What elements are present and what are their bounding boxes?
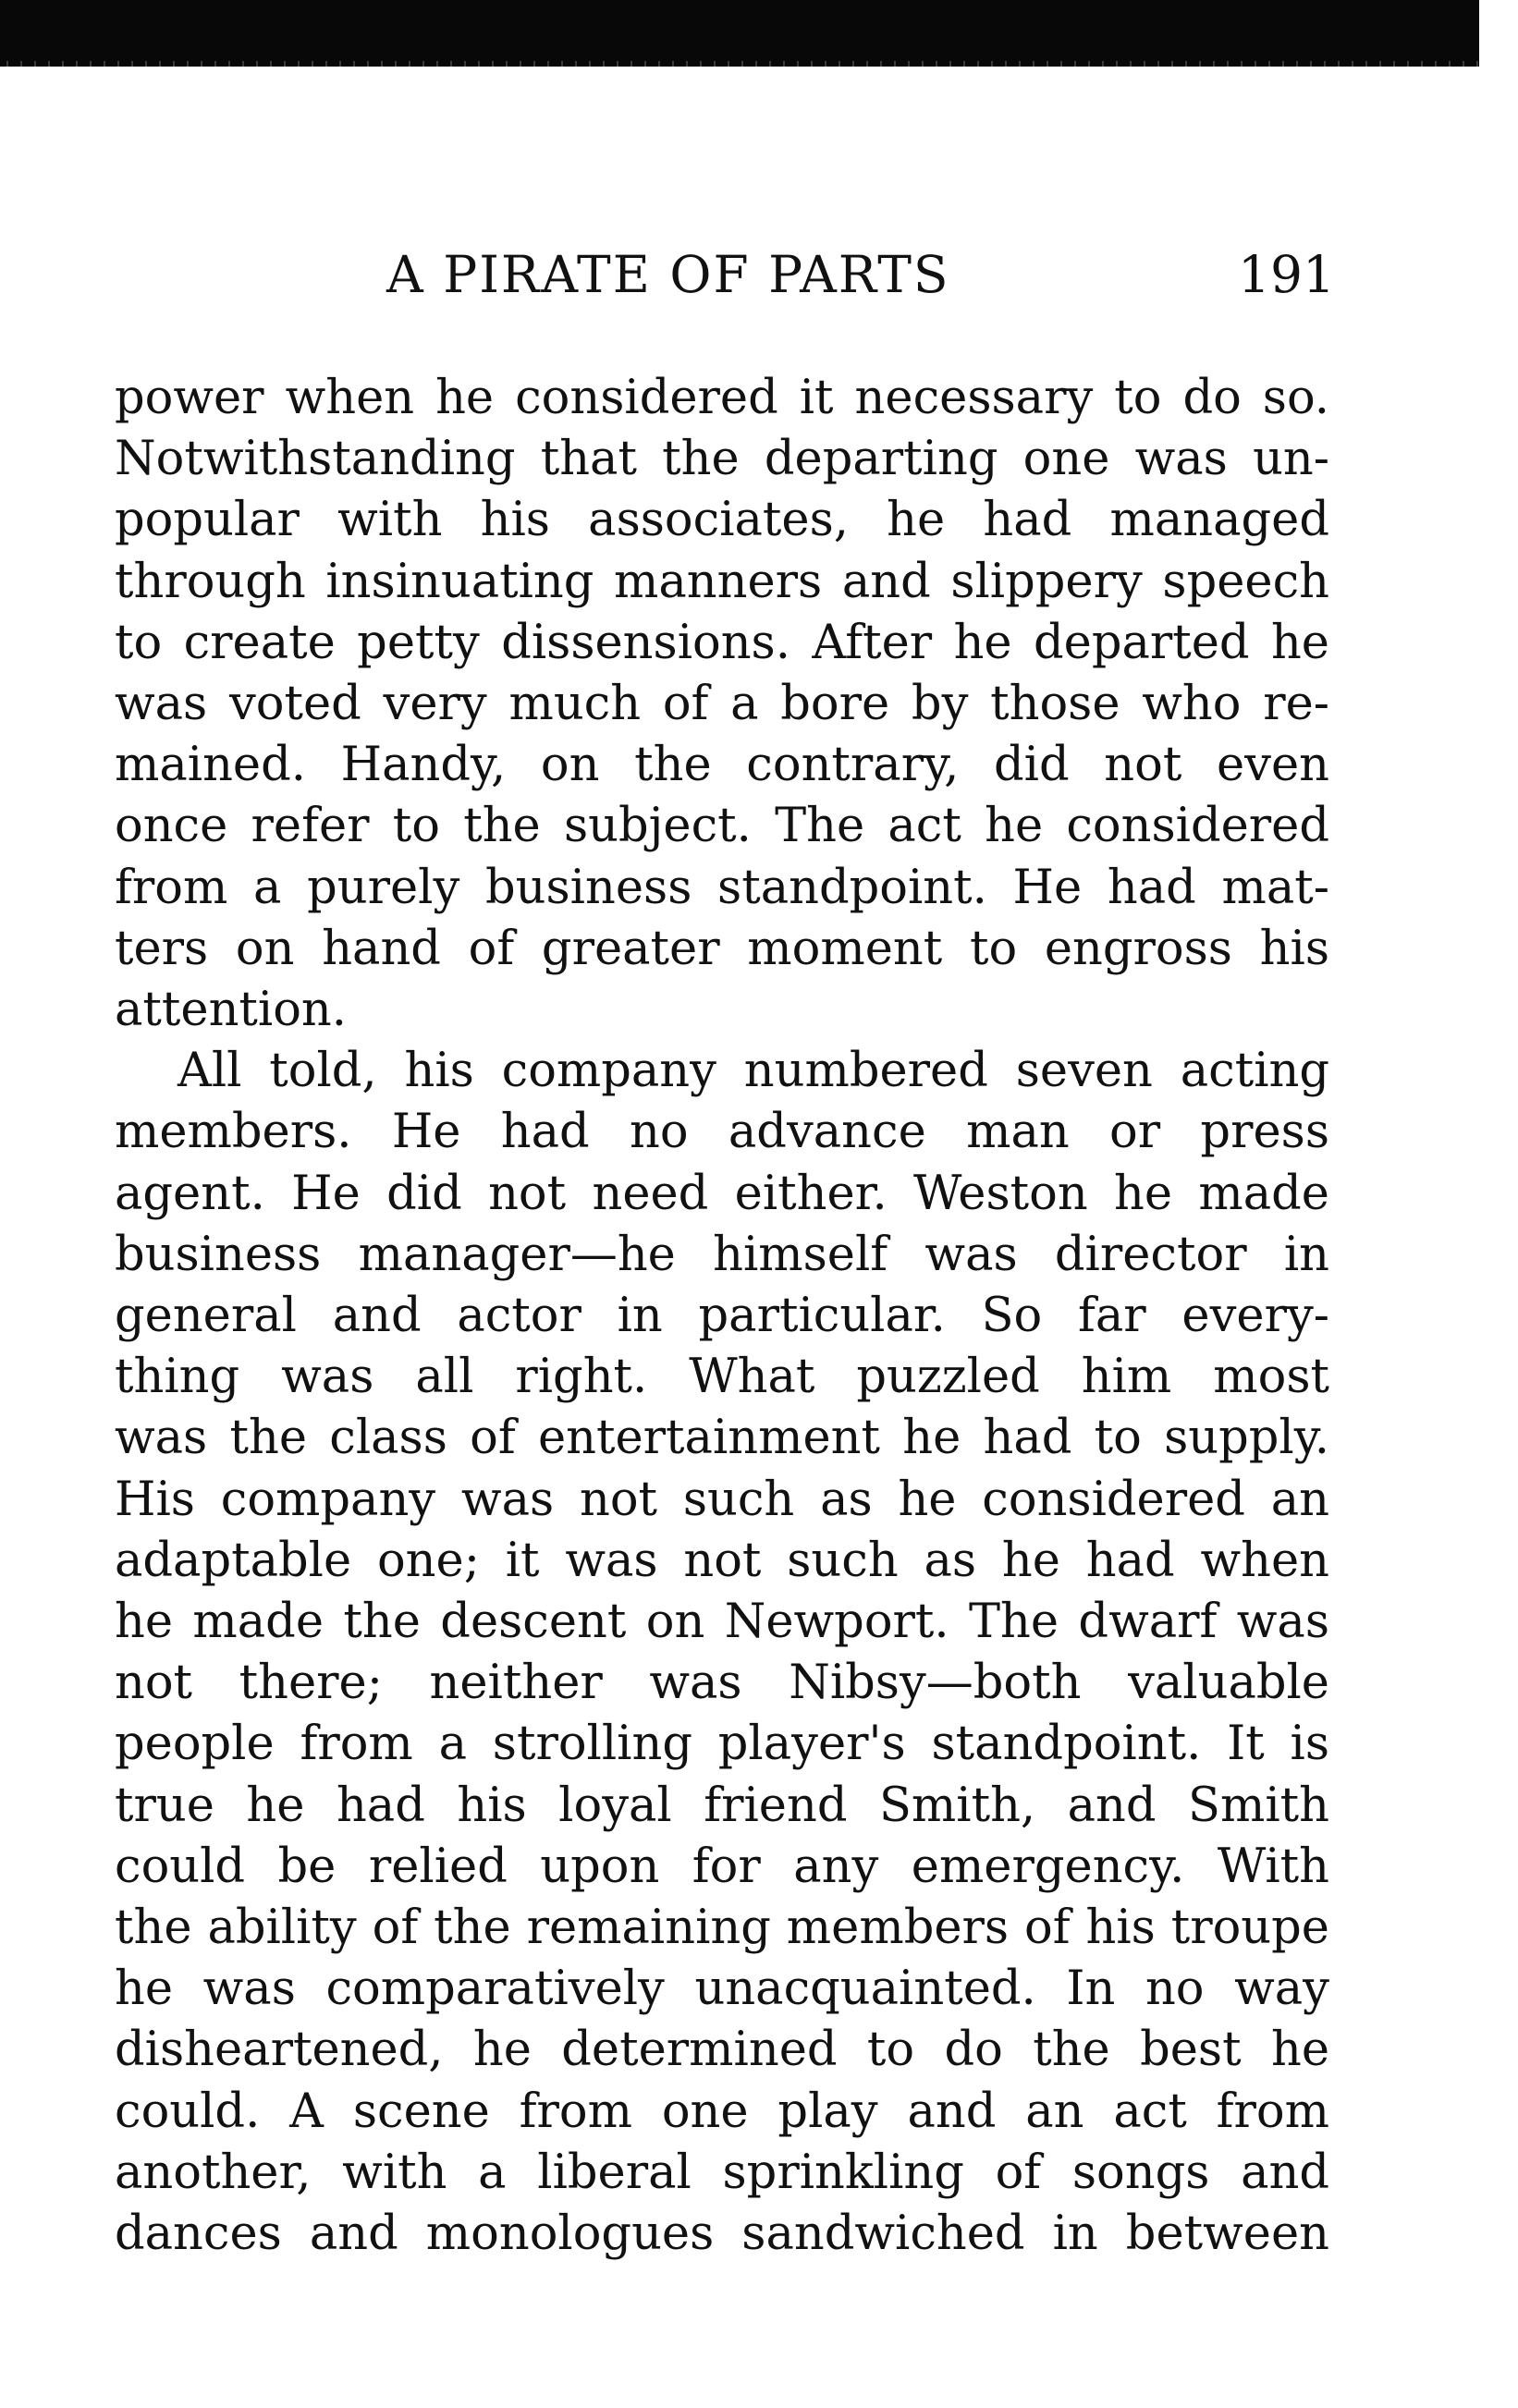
- text-line: power when he considered it necessary to do so.: [115, 371, 1329, 425]
- text-line: attention.: [115, 983, 347, 1038]
- text-line: agent. He did not need either. Weston he made: [115, 1166, 1329, 1221]
- text-line: thing was all right. What puzzled him most: [115, 1350, 1329, 1405]
- text-line: members. He had no advance man or press: [115, 1105, 1329, 1160]
- text-line: All told, his company numbered seven acting: [178, 1044, 1329, 1099]
- text-line: ters on hand of greater moment to engross his: [115, 921, 1329, 976]
- text-line: disheartened, he determined to do the best he: [115, 2023, 1329, 2078]
- text-line: another, with a liberal sprinkling of songs and: [115, 2145, 1329, 2200]
- text-line: to create petty dissensions. After he departed he: [115, 615, 1329, 670]
- text-line: not there; neither was Nibsy—both valuable: [115, 1656, 1329, 1711]
- text-line: from a purely business standpoint. He had mat-: [115, 860, 1329, 915]
- running-head-title: A PIRATE OF PARTS: [386, 245, 950, 304]
- text-line: general and actor in particular. So far every-: [115, 1289, 1329, 1344]
- text-line: he made the descent on Newport. The dwarf was: [115, 1595, 1329, 1650]
- text-line: mained. Handy, on the contrary, did not even: [115, 738, 1329, 793]
- text-line: was the class of entertainment he had to supply.: [115, 1411, 1329, 1466]
- text-line: business manager—he himself was director in: [115, 1227, 1329, 1282]
- text-line: dances and monologues sandwiched in between: [115, 2206, 1329, 2262]
- text-line: adaptable one; it was not such as he had when: [115, 1533, 1329, 1588]
- text-line: people from a strolling player's standpoint. It is: [115, 1717, 1329, 1772]
- text-line: he was comparatively unacquainted. In no way: [115, 1962, 1329, 2017]
- text-line: popular with his associates, he had managed: [115, 493, 1329, 548]
- body-text: [115, 368, 1329, 2265]
- text-line: could be relied upon for any emergency. With: [115, 1839, 1329, 1894]
- text-line: was voted very much of a bore by those who re-: [115, 677, 1329, 732]
- text-line: could. A scene from one play and an act from: [115, 2084, 1329, 2139]
- text-line: Notwithstanding that the departing one was un-: [115, 432, 1329, 487]
- text-line: His company was not such as he considered an: [115, 1472, 1329, 1527]
- text-line: true he had his loyal friend Smith, and Smith: [115, 1778, 1329, 1833]
- text-line: once refer to the subject. The act he considered: [115, 799, 1329, 854]
- text-line: the ability of the remaining members of his troupe: [115, 1901, 1329, 1956]
- page-number: 191: [1238, 245, 1335, 304]
- text-line: through insinuating manners and slippery speech: [115, 554, 1329, 609]
